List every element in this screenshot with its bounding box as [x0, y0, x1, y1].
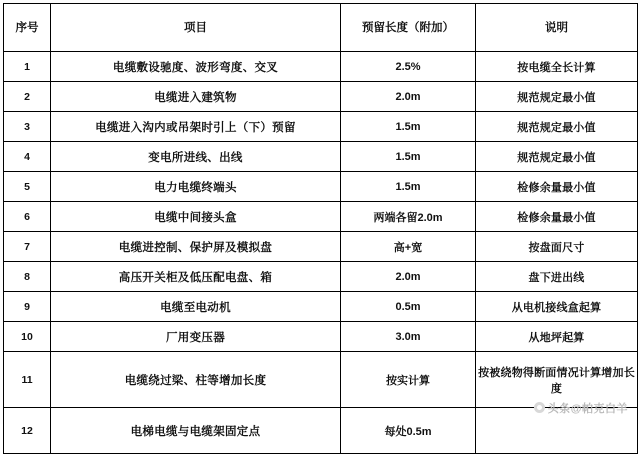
table-row [4, 172, 638, 202]
cell-no: 1 [4, 52, 51, 82]
cell-no: 11 [4, 352, 51, 408]
cell-length: 按实计算 [341, 352, 476, 408]
cell-no: 12 [4, 408, 51, 454]
cell-length: 3.0m [341, 322, 476, 352]
table-row [4, 262, 638, 292]
cell-length: 高+宽 [341, 232, 476, 262]
cell-length: 2.0m [341, 262, 476, 292]
cell-item: 电梯电缆与电缆架固定点 [51, 408, 341, 454]
cell-note: 按被绕物得断面情况计算增加长度 [476, 352, 638, 408]
table-row [4, 142, 638, 172]
column-header-note: 说明 [476, 4, 638, 52]
table-row [4, 202, 638, 232]
column-header-item: 项目 [51, 4, 341, 52]
table-header [4, 4, 638, 52]
table-body [4, 52, 638, 454]
cell-length: 1.5m [341, 112, 476, 142]
table-row [4, 322, 638, 352]
cable-reserve-length-table [3, 3, 638, 454]
cell-note: 检修余量最小值 [476, 172, 638, 202]
table-row [4, 82, 638, 112]
cell-item: 电缆进控制、保护屏及模拟盘 [51, 232, 341, 262]
watermark [534, 400, 628, 416]
cell-no: 9 [4, 292, 51, 322]
cell-note: 从地坪起算 [476, 322, 638, 352]
cell-length: 2.0m [341, 82, 476, 112]
table-header-row [4, 4, 638, 52]
cell-item: 电缆进入沟内或吊架时引上（下）预留 [51, 112, 341, 142]
cell-note: 规范规定最小值 [476, 82, 638, 112]
cell-item: 电缆敷设驰度、波形弯度、交叉 [51, 52, 341, 82]
cell-note: 规范规定最小值 [476, 142, 638, 172]
table-row [4, 112, 638, 142]
watermark-text: 头条@帕克白羊 [547, 403, 628, 415]
cell-no: 8 [4, 262, 51, 292]
cell-note: 盘下进出线 [476, 262, 638, 292]
table-row [4, 292, 638, 322]
cell-note: 规范规定最小值 [476, 112, 638, 142]
cell-no: 6 [4, 202, 51, 232]
column-header-no: 序号 [4, 4, 51, 52]
cell-item: 电缆至电动机 [51, 292, 341, 322]
cell-note: 按盘面尺寸 [476, 232, 638, 262]
cell-length: 1.5m [341, 172, 476, 202]
watermark-logo-icon [534, 402, 545, 413]
cell-length: 0.5m [341, 292, 476, 322]
cell-item: 电缆中间接头盒 [51, 202, 341, 232]
table-row [4, 52, 638, 82]
cell-length: 每处0.5m [341, 408, 476, 454]
table-row [4, 232, 638, 262]
cell-no: 2 [4, 82, 51, 112]
cell-item: 高压开关柜及低压配电盘、箱 [51, 262, 341, 292]
cell-item: 电缆绕过梁、柱等增加长度 [51, 352, 341, 408]
cell-length: 2.5% [341, 52, 476, 82]
cell-no: 10 [4, 322, 51, 352]
cell-item: 厂用变压器 [51, 322, 341, 352]
cell-no: 5 [4, 172, 51, 202]
cell-no: 4 [4, 142, 51, 172]
cell-no: 7 [4, 232, 51, 262]
cell-item: 电缆进入建筑物 [51, 82, 341, 112]
column-header-length: 预留长度（附加） [341, 4, 476, 52]
cell-note: 从电机接线盒起算 [476, 292, 638, 322]
cell-length: 1.5m [341, 142, 476, 172]
cell-item: 变电所进线、出线 [51, 142, 341, 172]
cell-item: 电力电缆终端头 [51, 172, 341, 202]
cell-no: 3 [4, 112, 51, 142]
cell-note: 按电缆全长计算 [476, 52, 638, 82]
cell-note: 检修余量最小值 [476, 202, 638, 232]
cell-length: 两端各留2.0m [341, 202, 476, 232]
